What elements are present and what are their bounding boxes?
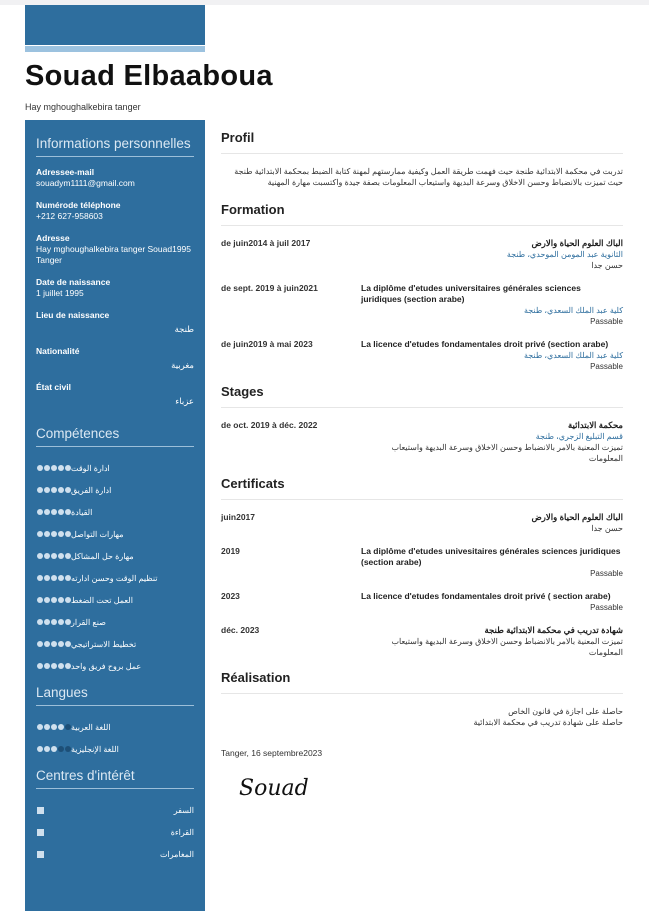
skill-item xyxy=(36,611,194,633)
rating-dots xyxy=(37,465,71,471)
skill-label: صنع القرار xyxy=(71,617,106,627)
personal-field xyxy=(36,233,194,266)
formation-entry xyxy=(221,238,623,271)
entry-description: Passable xyxy=(590,362,623,371)
rating-dot xyxy=(44,746,50,752)
rating-dot xyxy=(65,531,71,537)
entry-description: تميزت المعنية بالامر بالانضباط وحسن الاخلاق وسرعة البديهة واستيعاب المعلومات xyxy=(391,637,623,657)
rating-dot xyxy=(44,553,50,559)
entry-body xyxy=(361,283,623,327)
entry-date: juin2017 xyxy=(221,512,256,522)
field-value: souadym1111@gmail.com xyxy=(36,178,135,188)
rating-dot xyxy=(37,465,43,471)
entry-body xyxy=(361,339,623,372)
skill-item xyxy=(36,457,194,479)
rating-dot xyxy=(44,641,50,647)
rating-dot xyxy=(51,465,57,471)
rating-dot xyxy=(44,619,50,625)
rating-dots xyxy=(37,663,71,669)
entry-description: حسن جدا xyxy=(591,261,623,270)
stages-entry xyxy=(221,420,623,464)
rating-dot xyxy=(37,746,43,752)
profile-text: تدربت في محكمة الابتدائية طنجة حيث فهمت طريقة العمل وكيفية ممارستهم لمهنة كتابة الضبط بمحكمة الابتدائية طنجة حيث تميزت بالانضباط وحسن الاخلاق وسرعة البديهة واستيعاب المعلومات بصفة جيدة واكتسبت مهارة المهنية xyxy=(234,167,623,187)
skill-item xyxy=(36,501,194,523)
rating-dot xyxy=(58,553,64,559)
rating-dot xyxy=(65,724,71,730)
entry-date: déc. 2023 xyxy=(221,625,260,635)
rating-dots xyxy=(37,619,71,625)
certificats-entry xyxy=(221,591,623,613)
formation-entry xyxy=(221,339,623,372)
rating-dot xyxy=(37,663,43,669)
sidebar xyxy=(25,120,205,911)
realisation-title: Réalisation xyxy=(221,670,623,694)
field-label: État civil xyxy=(36,382,71,392)
profile-title: Profil xyxy=(221,130,623,154)
rating-dot xyxy=(44,531,50,537)
rating-dot xyxy=(37,531,43,537)
rating-dot xyxy=(51,575,57,581)
field-value: Hay mghoughalkebira tanger Souad1995 Tanger xyxy=(36,244,192,265)
header-address: Hay mghoughalkebira tanger xyxy=(25,102,141,112)
entry-description: Passable xyxy=(590,317,623,326)
rating-dots xyxy=(37,746,71,752)
personal-field xyxy=(36,346,194,371)
field-value: 1 juillet 1995 xyxy=(36,288,84,298)
skill-label: تخطيط الاستراتيجي xyxy=(71,639,137,649)
entry-body xyxy=(361,512,623,534)
rating-dot xyxy=(65,575,71,581)
language-label: اللغة الإنجليزية xyxy=(71,744,119,754)
entry-description: Passable xyxy=(590,569,623,578)
entry-institution: الثانوية عبد المومن الموحدي، طنجة xyxy=(506,250,623,259)
rating-dot xyxy=(37,487,43,493)
realisation-text xyxy=(221,706,623,728)
personal-field xyxy=(36,310,194,335)
header-accent-line xyxy=(25,46,205,52)
place-date: Tanger, 16 septembre2023 xyxy=(221,748,323,758)
bullet-square xyxy=(37,829,44,836)
rating-dot xyxy=(37,641,43,647)
skill-label: عمل بروح فريق واحد xyxy=(71,661,142,671)
rating-dots xyxy=(37,553,71,559)
rating-dot xyxy=(44,724,50,730)
rating-dot xyxy=(44,597,50,603)
entry-body xyxy=(361,591,623,613)
rating-dot xyxy=(51,663,57,669)
rating-dots xyxy=(37,641,71,647)
rating-dot xyxy=(44,465,50,471)
rating-dot xyxy=(58,531,64,537)
certificats-entry xyxy=(221,625,623,658)
rating-dot xyxy=(58,619,64,625)
rating-dots xyxy=(37,597,71,603)
rating-dot xyxy=(44,509,50,515)
languages-title: Langues xyxy=(36,677,194,706)
entry-title: شهادة تدريب في محكمة الابتدائية طنجة xyxy=(484,625,623,635)
header-accent-block xyxy=(25,5,205,45)
field-value: طنجة xyxy=(174,324,194,334)
skill-label: القيادة xyxy=(71,507,93,517)
skill-item xyxy=(36,523,194,545)
interest-item xyxy=(36,821,194,843)
field-label: Date de naissance xyxy=(36,277,111,287)
rating-dot xyxy=(44,487,50,493)
rating-dot xyxy=(65,465,71,471)
rating-dot xyxy=(37,553,43,559)
rating-dot xyxy=(58,465,64,471)
skills-list xyxy=(36,457,194,677)
rating-dots xyxy=(37,509,71,515)
entry-description: تميزت المعنية بالامر بالانضباط وحسن الاخلاق وسرعة البديهة واستيعاب المعلومات xyxy=(391,443,623,463)
rating-dots xyxy=(37,575,71,581)
skill-item xyxy=(36,655,194,677)
skill-item xyxy=(36,479,194,501)
entry-title: الباك العلوم الحياة والارض xyxy=(531,238,623,248)
entry-date: 2019 xyxy=(221,546,240,556)
interests-list xyxy=(36,799,194,865)
skill-label: مهارة حل المشاكل xyxy=(71,551,134,561)
interest-label: القراءة xyxy=(170,827,194,837)
rating-dot xyxy=(51,531,57,537)
rating-dot xyxy=(65,641,71,647)
certificats-title: Certificats xyxy=(221,476,623,500)
skill-item xyxy=(36,633,194,655)
rating-dots xyxy=(37,531,71,537)
rating-dot xyxy=(58,724,64,730)
personal-field xyxy=(36,167,194,189)
field-value: +212 627-958603 xyxy=(36,211,103,221)
interest-label: السفر xyxy=(173,805,194,815)
entry-date: 2023 xyxy=(221,591,240,601)
entry-date: de sept. 2019 à juin2021 xyxy=(221,283,318,293)
field-label: Numérode téléphone xyxy=(36,200,121,210)
rating-dot xyxy=(65,663,71,669)
field-label: Adresse xyxy=(36,233,70,243)
entry-date: de oct. 2019 à déc. 2022 xyxy=(221,420,318,430)
skill-item xyxy=(36,567,194,589)
personal-field xyxy=(36,200,194,222)
entry-title: La diplôme d'etudes universitaires générales sciences juridiques (section arabe) xyxy=(361,283,581,304)
field-label: Nationalité xyxy=(36,346,80,356)
entry-date: de juin2019 à mai 2023 xyxy=(221,339,313,349)
rating-dots xyxy=(37,724,71,730)
entry-institution: كلية عبد الملك السعدي، طنجة xyxy=(523,306,623,315)
entry-title: الباك العلوم الحياة والارض xyxy=(531,512,623,522)
skill-item xyxy=(36,545,194,567)
personal-info-title: Informations personnelles xyxy=(36,120,194,157)
rating-dot xyxy=(51,619,57,625)
rating-dot xyxy=(65,746,71,752)
entry-body xyxy=(361,546,623,579)
entry-body xyxy=(361,420,623,464)
field-label: Adressee-mail xyxy=(36,167,95,177)
rating-dot xyxy=(44,575,50,581)
entry-description: Passable xyxy=(590,603,623,612)
language-item xyxy=(36,738,194,760)
bullet-square xyxy=(37,807,44,814)
language-item xyxy=(36,716,194,738)
rating-dot xyxy=(37,724,43,730)
rating-dot xyxy=(58,487,64,493)
field-value: مغربية xyxy=(171,360,194,370)
rating-dot xyxy=(65,597,71,603)
interest-label: المغامرات xyxy=(159,849,194,859)
skill-label: تنظيم الوقت وحسن ادارته xyxy=(71,573,158,583)
skill-label: ادارة الفريق xyxy=(71,485,112,495)
rating-dot xyxy=(37,597,43,603)
rating-dot xyxy=(65,553,71,559)
certificats-list xyxy=(221,512,623,658)
skill-label: مهارات التواصل xyxy=(71,529,124,539)
rating-dot xyxy=(51,746,57,752)
rating-dot xyxy=(65,619,71,625)
interest-item xyxy=(36,843,194,865)
entry-body xyxy=(361,238,623,271)
rating-dot xyxy=(44,663,50,669)
interest-item xyxy=(36,799,194,821)
field-value: عزباء xyxy=(175,396,194,406)
entry-title: محكمة الابتدائية xyxy=(567,420,623,430)
skills-title: Compétences xyxy=(36,418,194,447)
rating-dot xyxy=(37,509,43,515)
rating-dot xyxy=(51,641,57,647)
rating-dots xyxy=(37,487,71,493)
rating-dot xyxy=(51,553,57,559)
skill-label: العمل تحت الضغط xyxy=(71,595,133,605)
personal-info-list xyxy=(36,167,194,407)
personal-field xyxy=(36,382,194,407)
languages-list xyxy=(36,716,194,760)
entry-institution: قسم التبليغ الزجري، طنجة xyxy=(535,432,623,441)
signature: Souad xyxy=(239,776,309,801)
rating-dot xyxy=(58,663,64,669)
rating-dot xyxy=(58,641,64,647)
stages-title: Stages xyxy=(221,384,623,408)
entry-title: La diplôme d'etudes univesitaires générales sciences juridiques (section arabe) xyxy=(361,546,621,567)
stages-list xyxy=(221,420,623,464)
entry-institution: كلية عبد الملك السعدي، طنجة xyxy=(523,351,623,360)
language-label: اللغة العربية xyxy=(71,722,111,732)
formation-entry xyxy=(221,283,623,327)
rating-dot xyxy=(65,487,71,493)
skill-label: ادارة الوقت xyxy=(71,463,110,473)
realisation-line: حاصلة على اجازة في قانون الخاص xyxy=(508,707,623,716)
skill-item xyxy=(36,589,194,611)
rating-dot xyxy=(37,575,43,581)
formation-list xyxy=(221,238,623,372)
personal-field xyxy=(36,277,194,299)
rating-dot xyxy=(51,724,57,730)
rating-dot xyxy=(51,487,57,493)
entry-description: حسن جدا xyxy=(591,524,623,533)
main-content xyxy=(221,130,623,801)
field-label: Lieu de naissance xyxy=(36,310,110,320)
entry-title: La licence d'etudes fondamentales droit privé (section arabe) xyxy=(361,339,609,349)
rating-dot xyxy=(58,746,64,752)
certificats-entry xyxy=(221,512,623,534)
rating-dot xyxy=(37,619,43,625)
entry-body xyxy=(361,625,623,658)
entry-title: La licence d'etudes fondamentales droit privé ( section arabe) xyxy=(361,591,611,601)
rating-dot xyxy=(58,597,64,603)
bullet-square xyxy=(37,851,44,858)
rating-dot xyxy=(65,509,71,515)
formation-title: Formation xyxy=(221,202,623,226)
realisation-line: حاصلة على شهادة تدريب في محكمة الابتدائية xyxy=(473,718,623,727)
entry-date: de juin2014 à juil 2017 xyxy=(221,238,311,248)
rating-dot xyxy=(58,509,64,515)
rating-dot xyxy=(51,509,57,515)
rating-dot xyxy=(58,575,64,581)
certificats-entry xyxy=(221,546,623,579)
interests-title: Centres d'intérêt xyxy=(36,760,194,789)
rating-dot xyxy=(51,597,57,603)
candidate-name: Souad Elbaaboua xyxy=(25,60,273,92)
